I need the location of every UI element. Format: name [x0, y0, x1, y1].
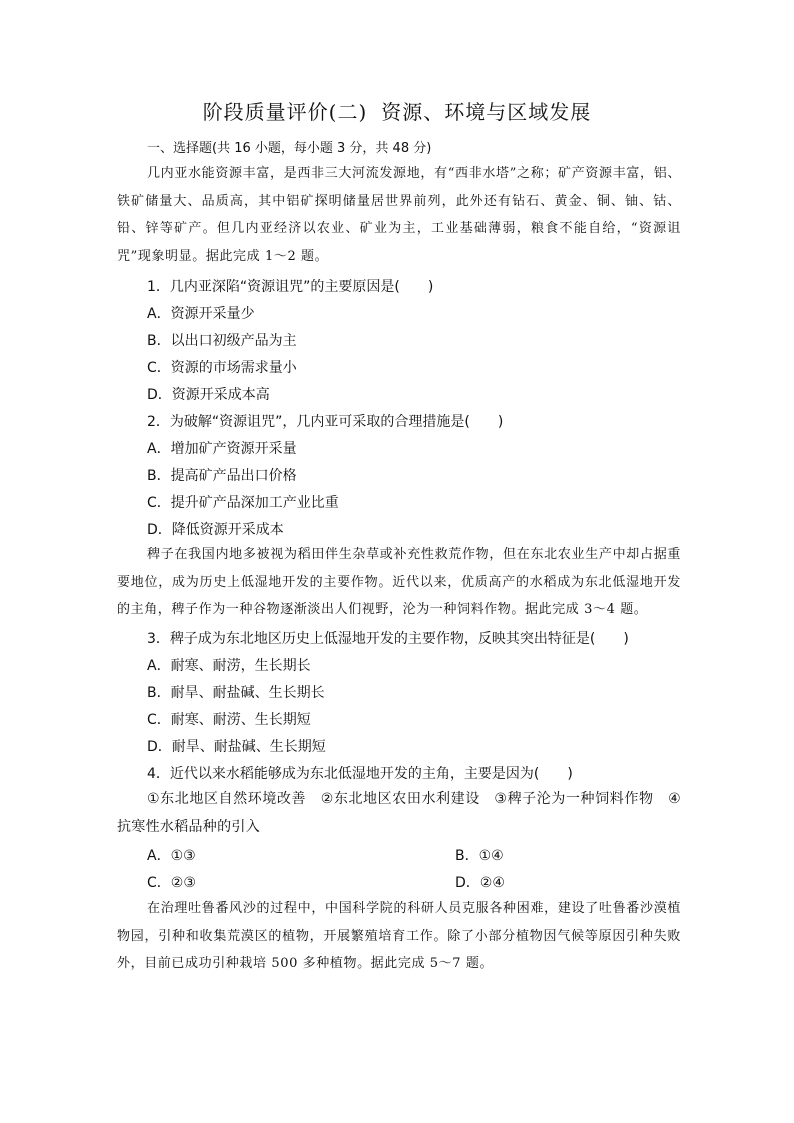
question-2-option-c: C．提升矿产品深加工产业比重	[147, 495, 339, 511]
question-3-option-c: C．耐寒、耐涝、生长期短	[147, 712, 311, 728]
question-1-option-b: B．以出口初级产品为主	[147, 333, 297, 349]
question-4-option-d: D．②④	[455, 875, 505, 891]
question-2-stem: 2．为破解“资源诅咒”，几内亚可采取的合理措施是( )	[147, 414, 504, 430]
section-heading: 一、选择题(共 16 小题，每小题 3 分，共 48 分)	[147, 141, 432, 156]
passage-2: 稗子在我国内地多被视为稻田伴生杂草或补充性救荒作物，但在东北农业生产中却占据重要地位，成为历史上低湿地开发的主要作物。近代以来，优质高产的水稻成为东北低湿地开发的主角，稗子作为一种谷物逐渐淡出人们视野，沦为一种饲料作物。据此完成 3～4 题。	[117, 547, 681, 617]
question-4-stem: 4．近代以来水稻能够成为东北低湿地开发的主角，主要是因为( )	[147, 766, 573, 782]
passage-1: 几内亚水能资源丰富，是西非三大河流发源地，有“西非水塔”之称；矿产资源丰富，铝、铁矿储量大、品质高，其中铝矿探明储量居世界前列，此外还有钻石、黄金、铜、铀、钴、铅、锌等矿产。但几内亚经济以农业、矿业为主，工业基础薄弱，粮食不能自给，“资源诅咒”现象明显。据此完成 1～2 题。	[117, 166, 681, 264]
title-main: 阶段质量评价(二)	[202, 100, 368, 124]
question-1-option-d: D．资源开采成本高	[147, 387, 270, 403]
question-1-stem: 1．几内亚深陷“资源诅咒”的主要原因是( )	[147, 279, 434, 295]
question-1-option-c: C．资源的市场需求量小	[147, 360, 297, 376]
question-2-option-a: A．增加矿产资源开采量	[147, 441, 297, 457]
question-4-option-b: B．①④	[455, 848, 504, 864]
question-3-option-d: D．耐旱、耐盐碱、生长期短	[147, 739, 326, 755]
question-4-statements: ①东北地区自然环境改善 ②东北地区农田水利建设 ③稗子沦为一种饲料作物 ④抗寒性水稻品种的引入	[117, 791, 681, 835]
question-3-option-b: B．耐旱、耐盐碱、生长期长	[147, 685, 325, 701]
passage-3: 在治理吐鲁番风沙的过程中，中国科学院的科研人员克服各种困难，建设了吐鲁番沙漠植物园，引种和收集荒漠区的植物，开展繁殖培育工作。除了小部分植物因气候等原因引种失败外，目前已成功引种栽培 500 多种植物。据此完成 5～7 题。	[117, 901, 681, 971]
question-1-option-a: A．资源开采量少	[147, 306, 255, 322]
title-sub: 资源、环境与区域发展	[381, 100, 592, 124]
question-3-stem: 3．稗子成为东北地区历史上低湿地开发的主要作物，反映其突出特征是( )	[147, 631, 629, 647]
question-2-option-d: D．降低资源开采成本	[147, 522, 284, 538]
question-4-option-a: A．①③	[147, 848, 196, 864]
question-2-option-b: B．提高矿产品出口价格	[147, 468, 297, 484]
question-3-option-a: A．耐寒、耐涝，生长期长	[147, 658, 311, 674]
page-title	[0, 96, 794, 125]
question-4-option-c: C．②③	[147, 875, 196, 891]
